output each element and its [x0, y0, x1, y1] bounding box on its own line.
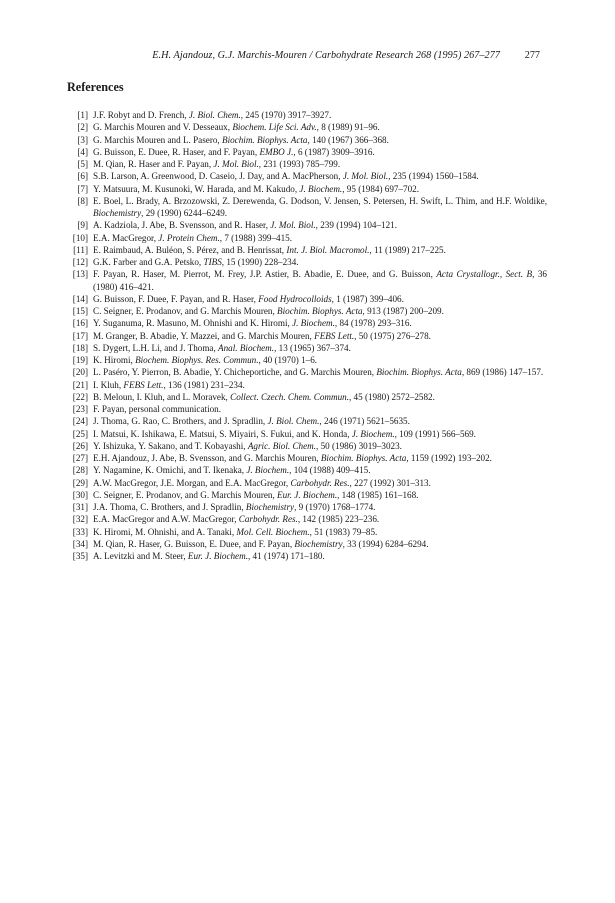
reference-number: [34] [72, 538, 88, 549]
reference-item [67, 550, 547, 562]
reference-citation: , 36 (1980) 416–421. [93, 269, 547, 292]
reference-journal: Biochim. Biophys. Acta [376, 367, 462, 378]
reference-citation: , 869 (1986) 147–157. [461, 367, 544, 378]
reference-citation: , 148 (1985) 161–168. [337, 489, 419, 500]
reference-citation: , 8 (1989) 91–96. [316, 122, 380, 133]
reference-item [67, 342, 547, 354]
reference-journal: Biochim. Biophys. Acta [222, 134, 308, 145]
reference-citation: , 136 (1981) 231–234. [163, 379, 245, 390]
reference-text [93, 367, 543, 377]
reference-item [67, 501, 547, 513]
reference-authors: J.A. Thoma, C. Brothers, and J. Spradlin, [93, 502, 246, 512]
reference-number: [30] [72, 489, 88, 500]
reference-citation: , 104 (1988) 409–415. [289, 465, 371, 476]
reference-item [67, 293, 547, 305]
reference-citation: , 231 (1993) 785–799. [258, 159, 341, 169]
reference-item [67, 464, 547, 476]
reference-authors: B. Meloun, I. Kluh, and L. Moravek, [93, 391, 231, 402]
reference-authors: G. Buisson, E. Duee, R. Haser, and F. Payan, [93, 146, 260, 157]
reference-citation: , 50 (1986) 3019–3023. [316, 440, 402, 451]
reference-item [67, 183, 547, 195]
reference-item [67, 268, 547, 293]
reference-authors: E.A. MacGregor and A.W. MacGregor, [93, 514, 239, 525]
reference-text [93, 257, 299, 267]
reference-number: [16] [72, 318, 88, 329]
reference-journal: J. Biochem. [292, 318, 335, 329]
reference-text [93, 110, 331, 120]
reference-number: [5] [77, 159, 88, 169]
reference-item [67, 121, 547, 133]
reference-journal: J. Biol. Chem. [188, 110, 241, 120]
reference-number: [35] [72, 551, 88, 561]
reference-item [67, 219, 547, 231]
reference-number: [33] [72, 526, 88, 537]
reference-authors: S.B. Larson, A. Greenwood, D. Caseio, J. Day, and A. MacPherson, [93, 171, 343, 182]
reference-number: [12] [72, 257, 88, 267]
reference-authors: F. Payan, personal communication. [93, 404, 222, 414]
reference-number: [26] [72, 440, 88, 451]
reference-journal: FEBS Lett. [123, 379, 164, 390]
reference-number: [10] [72, 232, 88, 243]
reference-citation: , 235 (1994) 1560–1584. [388, 171, 479, 182]
reference-journal: Anal. Biochem. [218, 342, 275, 353]
reference-number: [20] [72, 367, 88, 378]
reference-authors: J. Thoma, G. Rao, C. Brothers, and J. Spradlin, [93, 416, 268, 427]
reference-number: [21] [72, 379, 88, 390]
reference-authors: F. Payan, R. Haser, M. Pierrot, M. Frey, J.P. Astier, B. Abadie, E. Duee, and G. Buisson, [93, 269, 437, 280]
reference-text [93, 159, 340, 169]
reference-number: [7] [77, 183, 88, 194]
reference-text [93, 147, 375, 157]
reference-number: [19] [72, 355, 88, 365]
reference-authors: Y. Ishizuka, Y. Sakano, and T. Kobayashi, [93, 440, 248, 451]
reference-authors: I. Kluh, [93, 379, 124, 390]
reference-number: [14] [72, 293, 88, 304]
reference-citation: , 913 (1987) 200–209. [362, 306, 444, 316]
reference-text [93, 527, 377, 537]
reference-journal: Carbohydr. Res. [238, 514, 298, 525]
reference-journal: Biochem. Biophys. Res. Commun. [135, 355, 259, 365]
reference-authors: G. Buisson, F. Duee, F. Payan, and R. Haser, [93, 293, 259, 304]
reference-authors: C. Seigner, E. Prodanov, and G. Marchis Mouren, [93, 489, 278, 500]
reference-item [67, 158, 547, 170]
reference-text [93, 122, 380, 132]
reference-item [67, 489, 547, 501]
reference-text [93, 171, 479, 181]
reference-citation: , 239 (1994) 104–121. [315, 220, 398, 231]
reference-authors: A. Levitzki and M. Steer, [93, 551, 188, 561]
reference-text [93, 331, 431, 341]
reference-text [93, 294, 404, 304]
reference-citation: , 9 (1970) 1768–1774. [294, 502, 376, 512]
reference-item [67, 391, 547, 403]
reference-journal: EMBO J. [259, 146, 294, 157]
reference-journal: Mol. Cell. Biochem. [236, 526, 310, 537]
reference-journal: J. Biochem. [246, 465, 290, 476]
reference-authors: G. Marchis Mouren and V. Desseaux, [93, 122, 233, 133]
reference-authors: M. Qian, R. Haser, G. Buisson, E. Duee, and F. Payan, [93, 538, 295, 549]
reference-authors: E.H. Ajandouz, J. Abe, B. Svensson, and G. Marchis Mouren, [93, 453, 321, 463]
reference-journal: FEBS Lett. [314, 330, 355, 341]
reference-journal: Agric. Biol. Chem. [247, 440, 317, 451]
reference-citation: , 95 (1984) 697–702. [342, 183, 420, 194]
reference-number: [18] [72, 342, 88, 353]
reference-authors: Y. Nagamine, K. Omichi, and T. Ikenaka, [93, 465, 247, 476]
reference-number: [17] [72, 330, 88, 341]
reference-text [93, 392, 435, 402]
reference-number: [28] [72, 465, 88, 476]
reference-text [93, 269, 547, 291]
reference-citation: , 11 (1989) 217–225. [369, 244, 446, 255]
reference-citation: , 142 (1985) 223–236. [297, 514, 380, 525]
reference-journal: Biochemistry [93, 208, 142, 218]
reference-text [93, 233, 292, 243]
reference-journal: Int. J. Biol. Macromol. [286, 244, 370, 255]
reference-item [67, 452, 547, 464]
reference-number: [29] [72, 477, 88, 488]
reference-number: [23] [72, 404, 88, 414]
reference-item [67, 526, 547, 538]
reference-text [93, 416, 410, 426]
reference-number: [4] [77, 146, 88, 157]
reference-text [93, 490, 418, 500]
reference-text [93, 478, 431, 488]
reference-item [67, 366, 547, 378]
references-heading: References [67, 80, 124, 94]
reference-text [93, 343, 351, 353]
reference-number: [15] [72, 306, 88, 316]
reference-item [67, 538, 547, 550]
reference-authors: A.W. MacGregor, J.E. Morgan, and E.A. MacGregor, [93, 477, 291, 488]
reference-citation: , 1159 (1992) 193–202. [406, 453, 492, 463]
reference-item [67, 403, 547, 415]
reference-citation: , 1 (1987) 399–406. [331, 293, 404, 304]
reference-journal: J. Biochem. [299, 183, 343, 194]
reference-item [67, 244, 547, 256]
reference-authors: M. Qian, R. Haser and F. Payan, [93, 159, 214, 169]
reference-authors: G. Marchis Mouren and L. Pasero, [93, 134, 222, 145]
reference-journal: J. Biochem. [351, 428, 395, 439]
reference-item [67, 134, 547, 146]
reference-authors: E.A. MacGregor, [93, 232, 159, 243]
reference-journal: Biochemistry [294, 538, 343, 549]
reference-text [93, 514, 379, 524]
reference-text [93, 404, 221, 414]
reference-citation: , 7 (1988) 399–415. [219, 232, 292, 243]
reference-number: [25] [72, 428, 88, 439]
reference-item [67, 170, 547, 182]
reference-item [67, 146, 547, 158]
reference-journal: J. Biol. Chem. [267, 416, 320, 427]
reference-item [67, 440, 547, 452]
reference-journal: Eur. J. Biochem. [277, 489, 338, 500]
reference-item [67, 305, 547, 317]
reference-citation: , 227 (1992) 301–313. [349, 477, 431, 488]
reference-number: [11] [73, 244, 88, 255]
reference-citation: , 15 (1990) 228–234. [221, 257, 299, 267]
running-head: E.H. Ajandouz, G.J. Marchis-Mouren / Carbohydrate Research 268 (1995) 267–277 [152, 50, 500, 61]
reference-text [93, 380, 245, 390]
reference-citation: , 109 (1991) 566–569. [394, 428, 476, 439]
reference-authors: Y. Suganuma, R. Masuno, M. Ohnishi and K. Hiromi, [93, 318, 293, 329]
reference-text [93, 465, 371, 475]
page-header [0, 50, 615, 64]
reference-journal: J. Mol. Biol. [342, 171, 389, 182]
reference-authors: G.K. Farber and G.A. Petsko, [93, 257, 204, 267]
reference-citation: , 140 (1967) 366–368. [307, 134, 389, 145]
reference-journal: J. Mol. Biol. [270, 220, 316, 231]
reference-citation: , 45 (1980) 2572–2582. [348, 391, 435, 402]
reference-item [67, 195, 547, 220]
reference-number: [31] [72, 502, 88, 512]
reference-journal: Biochim. Biophys. Acta [320, 453, 407, 463]
reference-item [67, 415, 547, 427]
reference-citation: , 33 (1994) 6284–6294. [342, 538, 429, 549]
reference-text [93, 453, 492, 463]
reference-number: [9] [77, 220, 88, 231]
reference-text [93, 135, 389, 145]
reference-item [67, 513, 547, 525]
reference-citation: , 41 (1974) 171–180. [247, 551, 325, 561]
reference-number: [8] [77, 195, 88, 206]
reference-journal: TIBS [203, 257, 222, 267]
reference-text [93, 355, 317, 365]
reference-number: [2] [77, 122, 88, 133]
reference-citation: , 6 (1987) 3909–3916. [293, 146, 375, 157]
reference-number: [3] [77, 134, 88, 145]
reference-citation: , 246 (1971) 5621–5635. [319, 416, 410, 427]
reference-item [67, 354, 547, 366]
reference-authors: I. Matsui, K. Ishikawa, E. Matsui, S. Miyairi, S. Fukui, and K. Honda, [93, 428, 352, 439]
reference-number: [6] [77, 171, 88, 182]
reference-text [93, 196, 547, 218]
reference-citation: , 29 (1990) 6244–6249. [141, 208, 228, 218]
reference-citation: , 50 (1975) 276–278. [354, 330, 431, 341]
reference-citation: , 13 (1965) 367–374. [274, 342, 351, 353]
reference-journal: Eur. J. Biochem. [187, 551, 248, 561]
reference-item [67, 109, 547, 121]
page-number: 277 [524, 50, 540, 61]
reference-citation: , 245 (1970) 3917–3927. [240, 110, 332, 120]
reference-item [67, 317, 547, 329]
reference-authors: E. Boel, L. Brady, A. Brzozowski, Z. Derewenda, G. Dodson, V. Jensen, S. Petersen, H. Swift, L. Thim, and H.F. Woldike, [93, 195, 547, 206]
reference-number: [24] [72, 416, 88, 427]
reference-journal: Collect. Czech. Chem. Commun. [230, 391, 349, 402]
reference-text [93, 318, 412, 328]
reference-text [93, 220, 397, 230]
reference-authors: M. Granger, B. Abadie, Y. Mazzei, and G. Marchis Mouren, [93, 330, 315, 341]
reference-journal: Acta Crystallogr., Sect. B [436, 269, 533, 280]
reference-journal: Biochemistry [245, 502, 295, 512]
reference-text [93, 441, 402, 451]
reference-item [67, 428, 547, 440]
reference-authors: J.F. Robyt and D. French, [93, 110, 189, 120]
reference-authors: E. Raimbaud, A. Buléon, S. Pérez, and B. Henrissat, [93, 244, 287, 255]
reference-authors: C. Seigner, E. Prodanov, and G. Marchis Mouren, [93, 306, 278, 316]
reference-authors: Y. Matsuura, M. Kusunoki, W. Harada, and M. Kakudo, [93, 183, 300, 194]
reference-text [93, 502, 375, 512]
reference-list [67, 109, 547, 562]
reference-item [67, 379, 547, 391]
reference-authors: K. Hiromi, M. Ohnishi, and A. Tanaki, [93, 526, 237, 537]
reference-text [93, 539, 428, 549]
reference-item [67, 232, 547, 244]
reference-number: [13] [72, 269, 88, 280]
reference-citation: , 84 (1978) 293–316. [334, 318, 412, 329]
reference-authors: K. Hiromi, [93, 355, 136, 365]
reference-citation: , 40 (1970) 1–6. [258, 355, 318, 365]
reference-text [93, 184, 419, 194]
reference-number: [27] [72, 453, 88, 463]
reference-authors: S. Dygert, L.H. Li, and J. Thoma, [93, 342, 219, 353]
reference-journal: Biochem. Life Sci. Adv. [232, 122, 317, 133]
reference-item [67, 256, 547, 268]
reference-text [93, 429, 476, 439]
reference-item [67, 477, 547, 489]
reference-journal: Food Hydrocolloids [258, 293, 332, 304]
reference-item [67, 330, 547, 342]
reference-journal: Carbohydr. Res. [290, 477, 350, 488]
reference-journal: J. Protein Chem. [158, 232, 220, 243]
reference-authors: A. Kadziola, J. Abe, B. Svensson, and R. Haser, [93, 220, 271, 231]
reference-authors: L. Paséro, Y. Pierron, B. Abadie, Y. Chicheportiche, and G. Marchis Mouren, [93, 367, 377, 378]
reference-text [93, 306, 444, 316]
reference-text [93, 551, 325, 561]
reference-journal: Biochim. Biophys. Acta [277, 306, 363, 316]
reference-number: [32] [72, 514, 88, 525]
reference-text [93, 245, 446, 255]
reference-number: [22] [72, 391, 88, 402]
reference-journal: J. Mol. Biol. [213, 159, 259, 169]
reference-number: [1] [77, 110, 88, 120]
reference-citation: , 51 (1983) 79–85. [309, 526, 378, 537]
